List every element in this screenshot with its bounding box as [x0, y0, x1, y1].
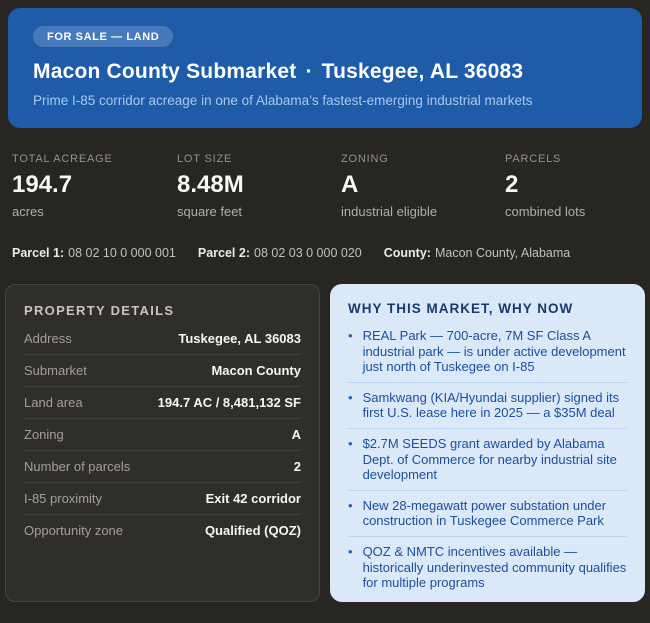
stat-zoning — [341, 153, 505, 219]
parcel-value: 08 02 10 0 000 001 — [68, 246, 176, 260]
listing-page — [0, 8, 650, 602]
detail-label: Submarket — [24, 363, 87, 378]
list-item — [348, 429, 627, 491]
detail-label: Zoning — [24, 427, 64, 442]
bullet-icon: • — [348, 497, 353, 513]
detail-label: Number of parcels — [24, 459, 131, 474]
page-title — [33, 60, 617, 84]
stats-row — [12, 153, 638, 219]
stat-value: 2 — [505, 171, 519, 198]
title-submarket: Macon County Submarket — [33, 60, 297, 83]
stat-value: 8.48M — [177, 171, 244, 198]
stat-label: ZONING — [341, 153, 389, 165]
hero-card — [8, 8, 642, 128]
detail-value: A — [291, 427, 301, 442]
stat-parcels — [505, 153, 638, 219]
bullet-text: REAL Park — 700-acre, 7M SF Class A industrial park — is under active development just north of Tuskegee on I-85 — [362, 328, 626, 375]
list-item — [348, 383, 627, 429]
parcel-2 — [198, 246, 362, 260]
hero-subtitle: Prime I-85 corridor acreage in one of Alabama’s fastest-emerging industrial markets — [33, 93, 533, 108]
parcel-info-row — [12, 246, 638, 260]
detail-value: 194.7 AC / 8,481,132 SF — [157, 395, 301, 410]
stat-value: A — [341, 171, 359, 198]
county-info — [384, 246, 570, 260]
parcel-label: Parcel 2: — [197, 246, 250, 260]
property-details-card — [5, 284, 320, 602]
bullet-icon: • — [348, 328, 353, 343]
parcel-1 — [12, 246, 176, 260]
stat-label: TOTAL ACREAGE — [12, 153, 113, 165]
bullet-icon: • — [348, 435, 353, 451]
county-label: County: — [383, 246, 431, 260]
bullet-text: New 28-megawatt power substation under construction in Tuskegee Commerce Park — [362, 497, 607, 529]
market-card-title: WHY THIS MARKET, WHY NOW — [348, 301, 574, 316]
bullet-icon: • — [348, 389, 353, 405]
parcel-value: 08 02 03 0 000 020 — [254, 246, 362, 260]
detail-value: Tuskegee, AL 36083 — [178, 331, 301, 346]
detail-row-number-of-parcels — [24, 451, 301, 483]
detail-row-address — [24, 323, 301, 355]
detail-row-land-area — [24, 387, 301, 419]
for-sale-badge: FOR SALE — LAND — [33, 26, 173, 47]
stat-sub: combined lots — [505, 204, 586, 219]
detail-label: Opportunity zone — [24, 523, 124, 538]
stat-sub: acres — [12, 204, 44, 219]
county-value: Macon County, Alabama — [434, 246, 571, 260]
stat-label: LOT SIZE — [177, 153, 233, 165]
parcel-label: Parcel 1: — [12, 246, 65, 260]
list-item — [348, 491, 627, 537]
bullet-icon: • — [348, 543, 353, 559]
detail-label: I-85 proximity — [24, 491, 103, 506]
stat-value: 194.7 — [12, 171, 73, 198]
detail-row-opportunity-zone — [24, 515, 301, 546]
bullet-text: Samkwang (KIA/Hyundai supplier) signed its first U.S. lease here in 2025 — a $35M deal — [362, 389, 620, 421]
property-details-title: PROPERTY DETAILS — [24, 303, 175, 318]
detail-row-submarket — [24, 355, 301, 387]
detail-value: Qualified (QOZ) — [204, 523, 301, 538]
title-location: Tuskegee, AL 36083 — [321, 60, 524, 83]
stat-sub: industrial eligible — [341, 204, 438, 219]
detail-row-i85-proximity — [24, 483, 301, 515]
detail-value: Exit 42 corridor — [205, 491, 301, 506]
list-item — [348, 537, 627, 598]
stat-label: PARCELS — [505, 153, 562, 165]
list-item — [348, 321, 627, 383]
stat-total-acreage — [12, 153, 177, 219]
detail-label: Land area — [24, 395, 83, 410]
title-separator: · — [305, 60, 313, 83]
detail-value: Macon County — [211, 363, 301, 378]
market-highlights-card — [330, 284, 645, 602]
cards-row — [5, 284, 645, 602]
bullet-text: QOZ & NMTC incentives available — historically underinvested community qualifies for multiple programs — [362, 543, 627, 591]
detail-label: Address — [24, 331, 72, 346]
bullet-text: $2.7M SEEDS grant awarded by Alabama Dept. of Commerce for nearby industrial site development — [362, 435, 617, 483]
detail-value: 2 — [293, 459, 301, 474]
stat-sub: square feet — [177, 204, 243, 219]
detail-row-zoning — [24, 419, 301, 451]
stat-lot-size — [177, 153, 341, 219]
